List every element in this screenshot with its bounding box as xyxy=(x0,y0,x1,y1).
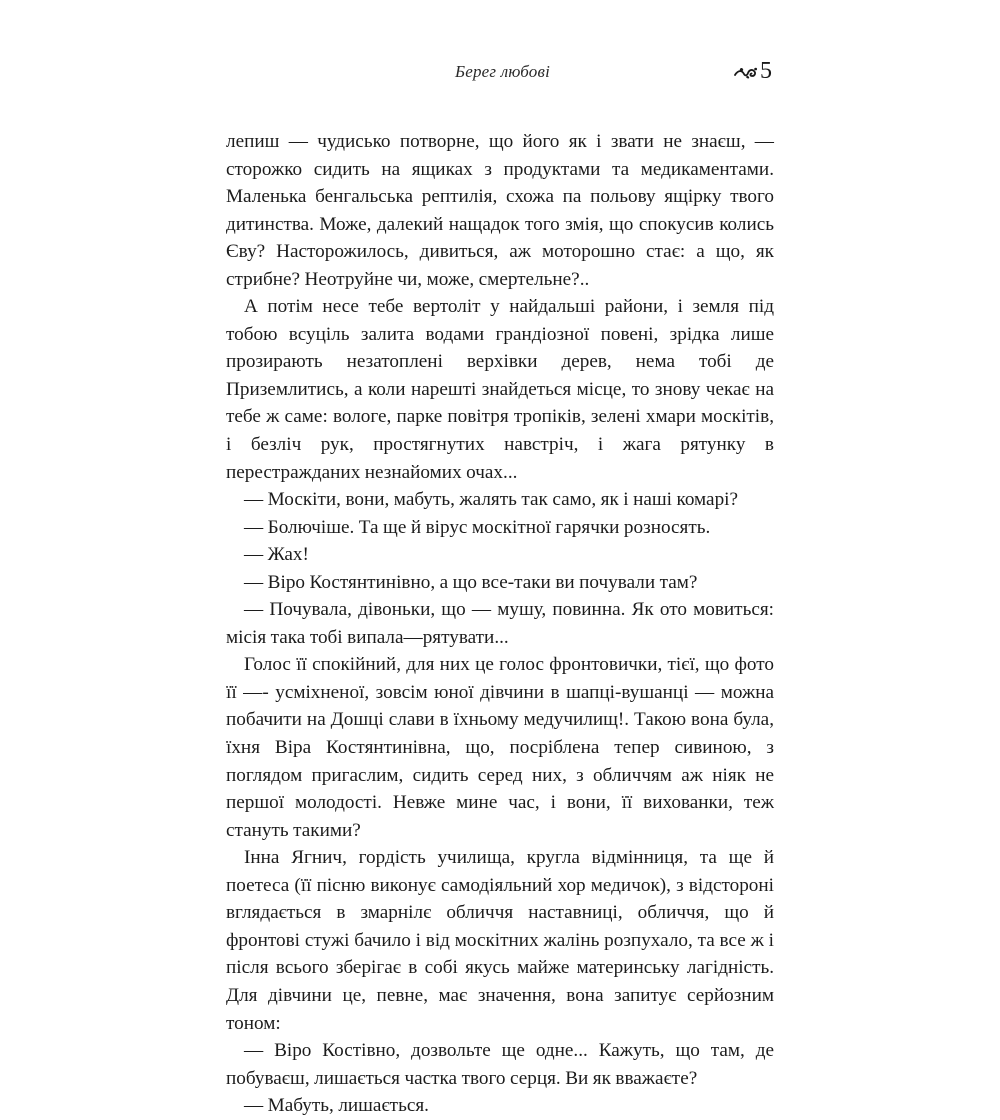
running-head xyxy=(0,60,1000,90)
dialogue-line: — Віро Костівно, дозвольте ще одне... Кажуть, що там, де побуваєш, лишається частка твого серця. Ви як вважаєте? xyxy=(226,1040,774,1089)
page-number: 5 xyxy=(760,58,772,84)
dialogue-line: — Москіти, вони, мабуть, жалять так само, як і наші комарі? xyxy=(244,489,739,511)
paragraph: Інна Ягнич, гордість училища, кругла відмінниця, та ще й поетеса (її пісню виконує самодіяльний хор медичок), з відстороні вглядається в змарнілє обличчя наставниці, обличчя, що й фронтові стужі бачило і від москітних жалінь розпухало, та все ж і після всього зберігає в собі якусь майже материнську лагідність. Для дівчини це, певне, має значення, вона запитує серйозним тоном: xyxy=(226,847,774,1034)
paragraph: Голос її спокійний, для них це голос фронтовички, тієї, що фото її —- усміхненої, зовсім юної дівчини в шапці-вушанці — можна побачити на Дошці слави в їхньому медучилищ!. Такою вона була, їхня Віра Костянтинівна, що, посріблена тепер сивиною, з поглядом пригаслим, сидить серед них, з обличчям аж ніяк не першої молодості. Невже мине час, і вони, її вихованки, теж стануть такими? xyxy=(226,654,774,841)
dialogue-line: — Почувала, дівоньки, що — мушу, повинна. Як ото мовиться: місія така тобі випала—рятувати... xyxy=(226,599,774,648)
paragraph: лепиш — чудисько потворне, що його як і звати не знаєш, — сторожко сидить на ящиках з продуктами та медикаментами. Маленька бенгальська рептилія, схожа па польову ящірку твого дитинства. Може, далекий нащадок того змія, що спокусив колись Єву? Насторожилось, дивиться, аж моторошно стає: а що, як стрибне? Неотруйне чи, може, смертельне?.. xyxy=(226,131,774,290)
paragraph: А потім несе тебе вертоліт у найдальші райони, і земля під тобою всуціль залита водами грандіозної повені, зрідка лише прозирають незатоплені верхівки дерев, нема тобі де Приземлитись, а коли нарешті знайдеться місце, то знову чекає на тебе ж саме: вологе, парке повітря тропіків, зелені хмари москітів, і безліч рук, простягнутих навстріч, і жага рятунку в перестражданих незнайомих очах... xyxy=(226,296,774,483)
dialogue-line: — Болючіше. Та ще й вірус москітної гарячки розносять. xyxy=(244,516,711,538)
dialogue-line: — Мабуть, лишається. xyxy=(244,1095,429,1117)
body-text xyxy=(226,128,774,1120)
dialogue-line: — Віро Костянтинівно, а що все-таки ви почували там? xyxy=(244,571,698,593)
dialogue-line: — Жах! xyxy=(244,544,309,566)
running-head-title: Берег любові xyxy=(455,62,551,81)
fleuron-icon xyxy=(734,66,758,80)
